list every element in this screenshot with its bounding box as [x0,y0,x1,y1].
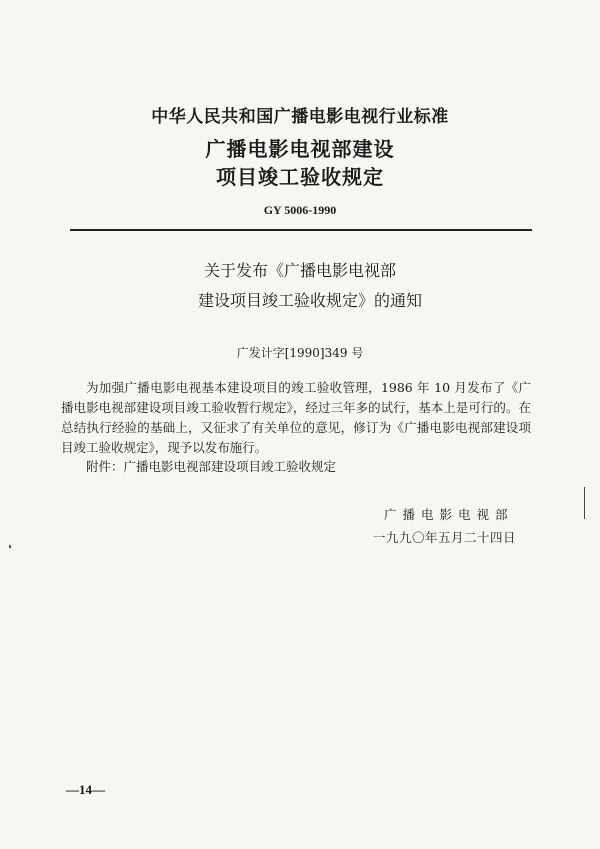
page-number: —14— [66,782,105,797]
signature-date: 一九九〇年五月二十四日 [373,530,517,545]
standard-name: 中华人民共和国广播电影电视行业标准 [151,107,449,127]
notice-body: 为加强广播电影电视基本建设项目的竣工验收管理，1986 年 10 月发布了《广播电影电视部建设项目竣工验收暂行规定》，经过三年多的试行，基本上是可行的。在总结执行经验的基础上，又征求了有关单位的意见，修订为《广播电影电视部建设项目竣工验收规定》，现予以发布施行。 [61,380,531,455]
scan-artifact-dot [9,545,11,548]
header-divider [70,229,532,231]
attachment-line: 附件：广播电影电视部建设项目竣工验收规定 [86,459,337,474]
notice-heading-line-2: 建设项目竣工验收规定》的通知 [197,291,422,310]
standard-code: GY 5006-1990 [263,203,337,217]
signature-organization: 广播电影电视部 [384,507,514,522]
document-title-line-1: 广播电影电视部建设 [205,137,395,161]
scan-artifact-line [584,487,585,519]
document-title-line-2: 项目竣工验收规定 [216,165,384,189]
notice-heading-line-1: 关于发布《广播电影电视部 [203,261,396,280]
document-number: 广发计字[1990]349 号 [236,346,364,360]
